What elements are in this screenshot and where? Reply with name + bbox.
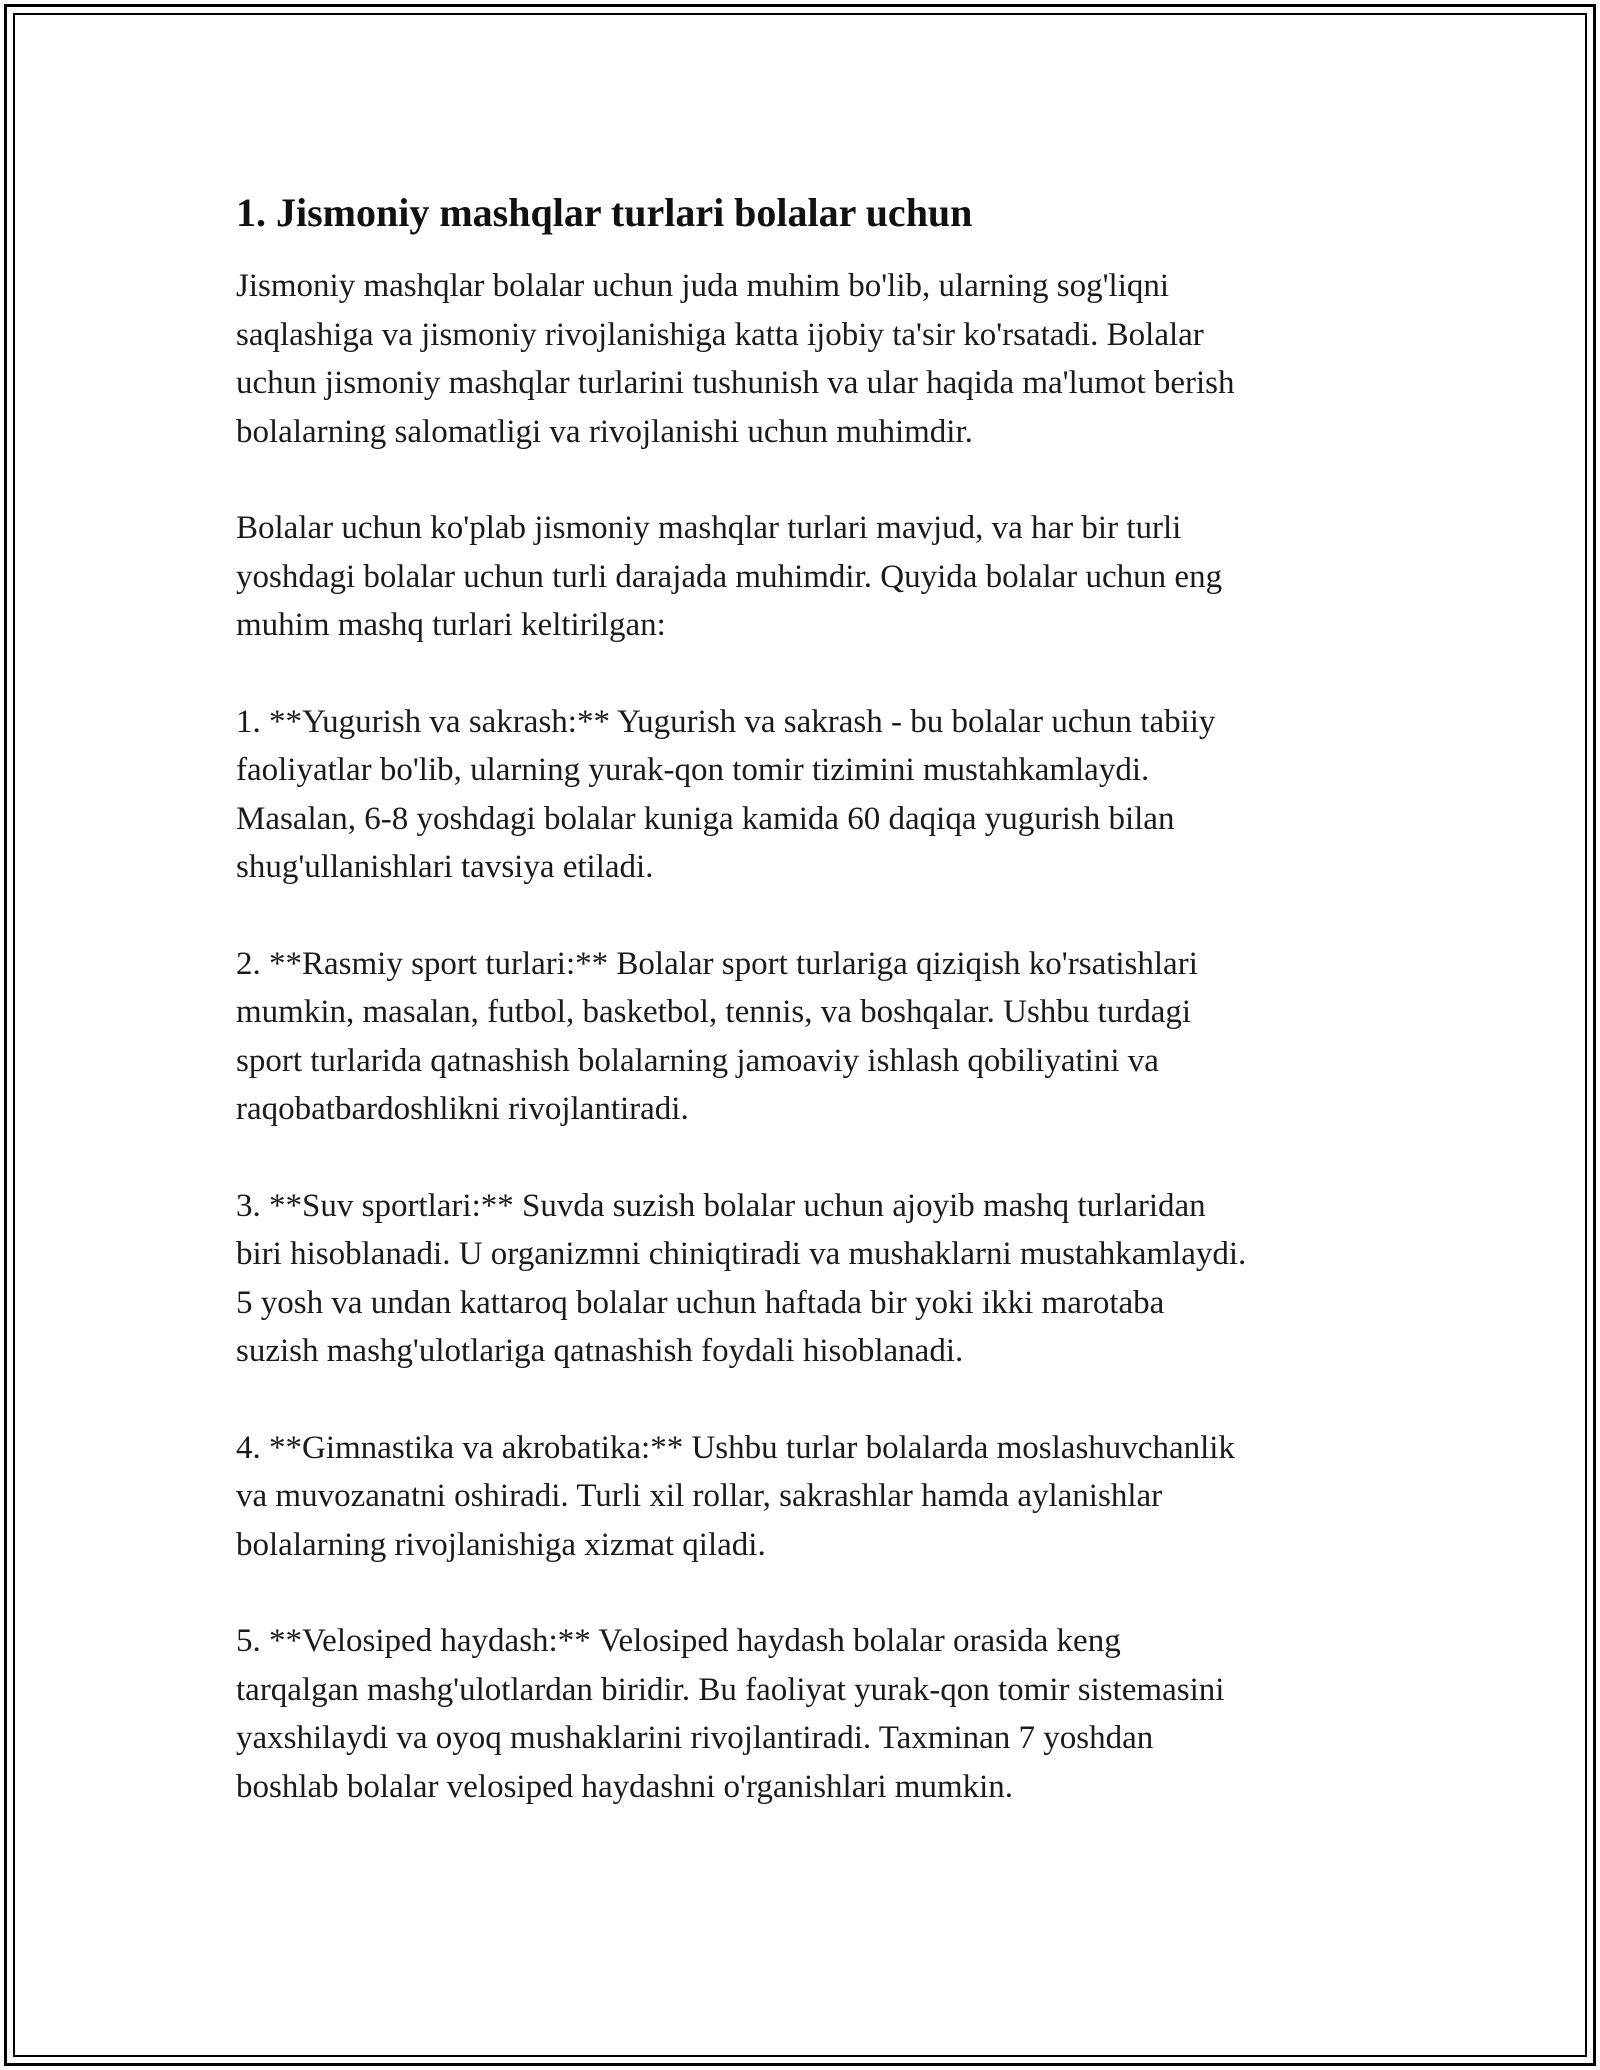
list-item-gymnastics: 4. **Gimnastika va akrobatika:** Ushbu turlar bolalarda moslashuvchanlik va muvozanatni oshiradi. Turli xil rollar, sakrashlar hamda aylanishlar bolalarning rivojlanishiga xizmat qiladi.: [236, 1429, 1235, 1563]
list-item-water-sports: 3. **Suv sportlari:** Suvda suzish bolalar uchun ajoyib mashq turlaridan biri hisoblanadi. U organizmni chiniqtiradi va mushaklarni mustahkamlaydi. 5 yosh va undan kattaroq bolalar uchun haftada bir yoki ikki marotaba suzish mashg'ulotlariga qatnashish foydali hisoblanadi.: [236, 1187, 1247, 1369]
list-item-running-jumping: 1. **Yugurish va sakrash:** Yugurish va sakrash - bu bolalar uchun tabiiy faoliyatlar bo'lib, ularning yurak-qon tomir tizimini mustahkamlaydi. Masalan, 6-8 yoshdagi bolalar kuniga kamida 60 daqiqa yugurish bilan shug'ullanishlari tavsiya etiladi.: [236, 703, 1216, 885]
paragraph-intro: Jismoniy mashqlar bolalar uchun juda muhim bo'lib, ularning sog'liqni saqlashiga va jismoniy rivojlanishiga katta ijobiy ta'sir ko'rsatadi. Bolalar uchun jismoniy mashqlar turlarini tushunish va ular haqida ma'lumot berish bolalarning salomatligi va rivojlanishi uchun muhimdir.: [236, 268, 1235, 450]
list-item-formal-sports: 2. **Rasmiy sport turlari:** Bolalar sport turlariga qiziqish ko'rsatishlari mumkin, masalan, futbol, basketbol, tennis, va boshqalar. Ushbu turdagi sport turlarida qatnashish bolalarning jamoaviy ishlash qobiliyatini va raqobatbardoshlikni rivojlantiradi.: [236, 945, 1198, 1127]
paragraph-overview: Bolalar uchun ko'plab jismoniy mashqlar turlari mavjud, va har bir turli yoshdagi bolalar uchun turli darajada muhimdir. Quyida bolalar uchun eng muhim mashq turlari keltirilgan:: [236, 510, 1223, 643]
document-title: 1. Jismoniy mashqlar turlari bolalar uchun: [236, 190, 973, 235]
document-body: [236, 184, 1376, 1859]
list-item-cycling: 5. **Velosiped haydash:** Velosiped haydash bolalar orasida keng tarqalgan mashg'ulotlardan biridir. Bu faoliyat yurak-qon tomir sistemasini yaxshilaydi va oyoq mushaklarini rivojlantiradi. Taxminan 7 yoshdan boshlab bolalar velosiped haydashni o'rganishlari mumkin.: [236, 1623, 1225, 1805]
